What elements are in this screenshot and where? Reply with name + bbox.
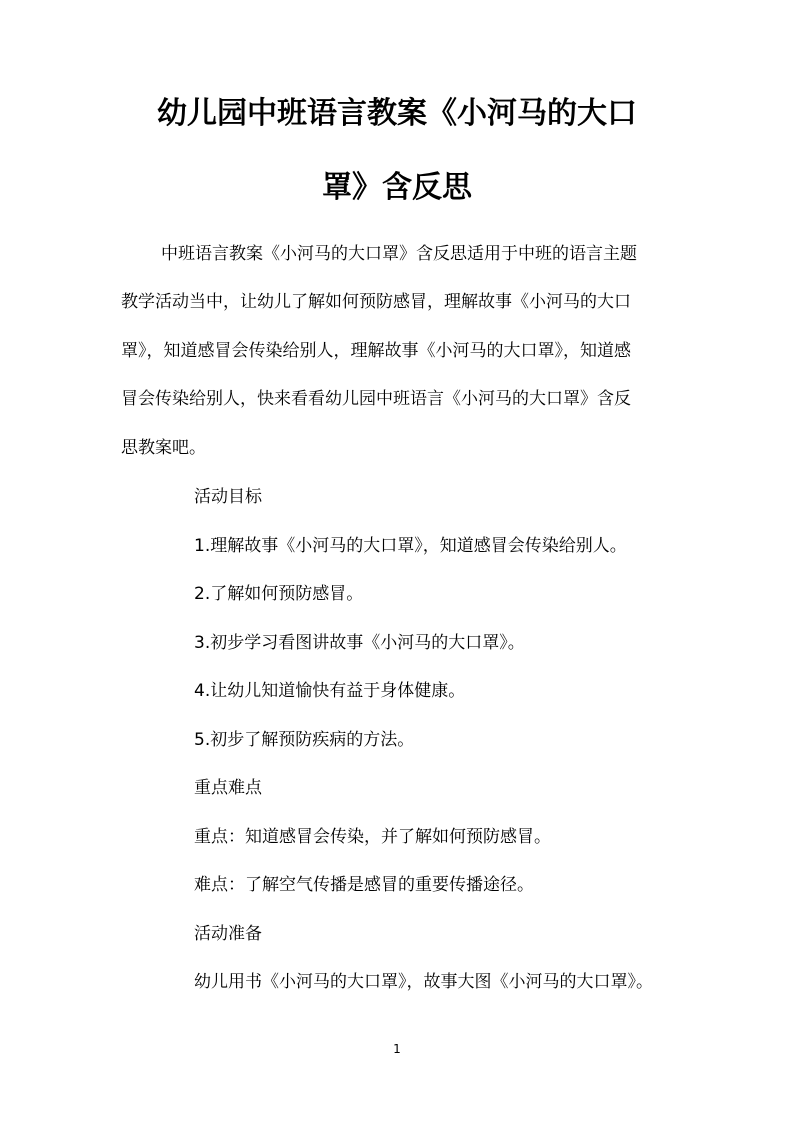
goal-item: 1.理解故事《小河马的大口罩》，知道感冒会传染给别人。 xyxy=(194,536,627,556)
goal-item: 4.让幼儿知道愉快有益于身体健康。 xyxy=(194,681,466,701)
intro-line: 教学活动当中，让幼儿了解如何预防感冒，理解故事《小河马的大口 xyxy=(121,292,631,312)
intro-line: 思教案吧。 xyxy=(121,438,206,458)
key-point-item: 难点：了解空气传播是感冒的重要传播途径。 xyxy=(194,875,534,895)
key-point-item: 重点：知道感冒会传染，并了解如何预防感冒。 xyxy=(194,827,551,847)
document-title-line-2: 罩》含反思 xyxy=(322,170,472,205)
document-title-line-1: 幼儿园中班语言教案《小河马的大口 xyxy=(157,96,637,131)
intro-line: 冒会传染给别人，快来看看幼儿园中班语言《小河马的大口罩》含反 xyxy=(121,389,631,409)
section-heading-key-points: 重点难点 xyxy=(194,778,262,798)
section-heading-preparation: 活动准备 xyxy=(194,924,262,944)
intro-line: 罩》，知道感冒会传染给别人，理解故事《小河马的大口罩》，知道感 xyxy=(121,341,631,361)
goal-item: 2.了解如何预防感冒。 xyxy=(194,584,364,604)
intro-line: 中班语言教案《小河马的大口罩》含反思适用于中班的语言主题 xyxy=(161,244,637,264)
page-number: 1 xyxy=(393,1042,401,1056)
preparation-item: 幼儿用书《小河马的大口罩》，故事大图《小河马的大口罩》。 xyxy=(194,972,653,992)
goal-item: 5.初步了解预防疾病的方法。 xyxy=(194,730,415,750)
goal-item: 3.初步学习看图讲故事《小河马的大口罩》。 xyxy=(194,633,525,653)
section-heading-goals: 活动目标 xyxy=(194,487,262,507)
